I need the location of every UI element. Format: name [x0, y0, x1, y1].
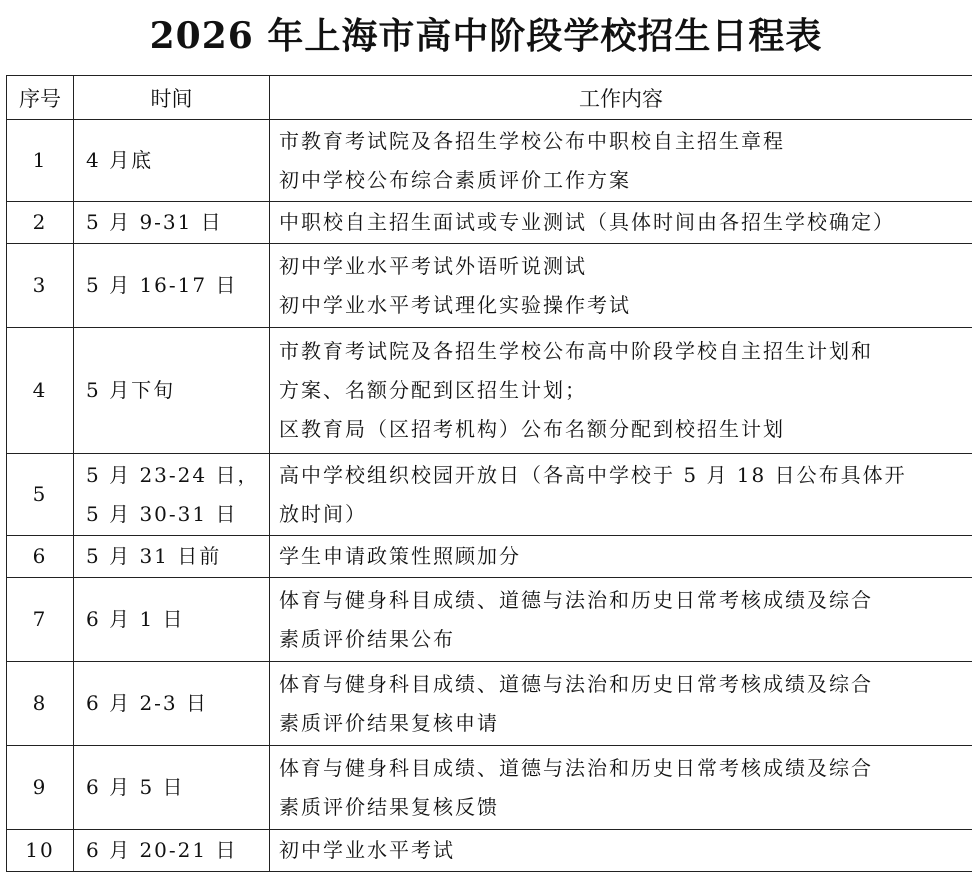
row-work [270, 746, 972, 830]
schedule-table [6, 75, 972, 872]
table-row [7, 202, 972, 244]
row-time [74, 454, 270, 536]
table-row [7, 328, 972, 454]
table-row [7, 746, 972, 830]
row-time [74, 120, 270, 202]
table-row [7, 536, 972, 578]
row-number: 9 [7, 746, 74, 830]
row-number: 6 [7, 536, 74, 578]
time-line: 6 月 1 日 [86, 607, 185, 631]
table-row [7, 454, 972, 536]
work-line: 初中学业水平考试外语听说测试 [279, 253, 587, 278]
row-number: 2 [7, 202, 74, 244]
row-work [270, 120, 972, 202]
row-work [270, 830, 972, 872]
time-line: 5 月 30-31 日 [86, 501, 238, 526]
work-line: 初中学校公布综合素质评价工作方案 [279, 167, 631, 192]
row-time [74, 202, 270, 244]
row-work [270, 662, 972, 746]
column-header-work: 工作内容 [270, 76, 972, 120]
time-line: 6 月 20-21 日 [86, 838, 238, 862]
time-line: 5 月下旬 [86, 378, 176, 402]
table-row [7, 244, 972, 328]
time-line: 6 月 2-3 日 [86, 691, 209, 715]
row-work [270, 244, 972, 328]
row-work [270, 202, 972, 244]
table-header-row [7, 76, 972, 120]
work-line: 市教育考试院及各招生学校公布高中阶段学校自主招生计划和 [279, 339, 873, 363]
row-time [74, 830, 270, 872]
time-line: 5 月 9-31 日 [86, 210, 223, 234]
work-line: 放时间） [279, 501, 367, 526]
work-line: 方案、名额分配到区招生计划； [279, 378, 587, 402]
work-line: 中职校自主招生面试或专业测试（具体时间由各招生学校确定） [279, 210, 895, 234]
row-time [74, 244, 270, 328]
row-work [270, 328, 972, 454]
row-time [74, 578, 270, 662]
work-line: 学生申请政策性照顾加分 [279, 544, 521, 568]
work-line: 初中学业水平考试理化实验操作考试 [279, 292, 631, 317]
row-work [270, 536, 972, 578]
time-line: 5 月 31 日前 [86, 544, 222, 568]
time-line: 5 月 16-17 日 [86, 273, 238, 297]
row-number: 3 [7, 244, 74, 328]
column-header-no: 序号 [7, 76, 74, 120]
row-number: 10 [7, 830, 74, 872]
row-time [74, 328, 270, 454]
work-line: 素质评价结果公布 [279, 626, 455, 651]
row-work [270, 578, 972, 662]
table-row [7, 662, 972, 746]
work-line: 素质评价结果复核反馈 [279, 794, 499, 819]
row-time [74, 746, 270, 830]
work-line: 初中学业水平考试 [279, 838, 455, 862]
work-line: 素质评价结果复核申请 [279, 710, 499, 735]
table-row [7, 578, 972, 662]
row-time [74, 662, 270, 746]
page-title: 2026 年上海市高中阶段学校招生日程表 [149, 15, 823, 57]
work-line: 体育与健身科目成绩、道德与法治和历史日常考核成绩及综合 [279, 755, 873, 780]
time-line: 6 月 5 日 [86, 775, 185, 799]
row-number: 5 [7, 454, 74, 536]
row-number: 8 [7, 662, 74, 746]
column-header-time: 时间 [74, 76, 270, 120]
work-line: 体育与健身科目成绩、道德与法治和历史日常考核成绩及综合 [279, 587, 873, 612]
work-line: 市教育考试院及各招生学校公布中职校自主招生章程 [279, 128, 785, 153]
work-line: 体育与健身科目成绩、道德与法治和历史日常考核成绩及综合 [279, 671, 873, 696]
work-line: 区教育局（区招考机构）公布名额分配到校招生计划 [279, 417, 785, 441]
row-number: 1 [7, 120, 74, 202]
row-time [74, 536, 270, 578]
row-work [270, 454, 972, 536]
table-row [7, 120, 972, 202]
time-line: 4 月底 [86, 148, 154, 172]
time-line: 5 月 23-24 日， [86, 462, 260, 487]
row-number: 7 [7, 578, 74, 662]
row-number: 4 [7, 328, 74, 454]
table-row [7, 830, 972, 872]
work-line: 高中学校组织校园开放日（各高中学校于 5 月 18 日公布具体开 [279, 462, 907, 487]
